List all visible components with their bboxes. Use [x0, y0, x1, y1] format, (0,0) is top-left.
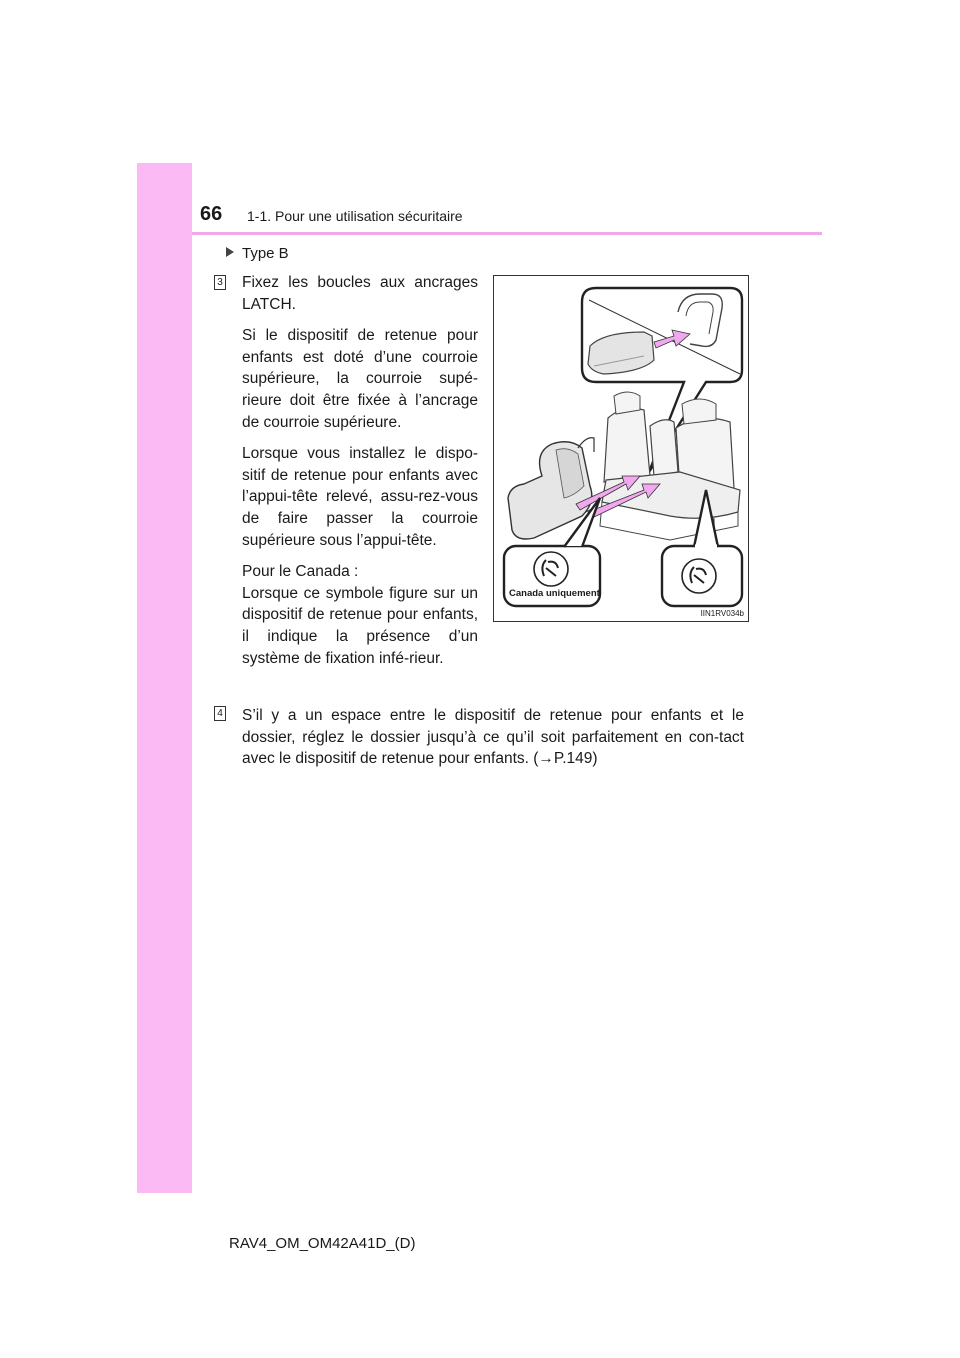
sub-heading-text: Type B [242, 245, 289, 262]
step-number-4: 4 [214, 706, 226, 721]
document-code-footer: RAV4_OM_OM42A41D_(D) [229, 1235, 416, 1252]
page-number: 66 [200, 203, 223, 225]
step-3-paragraph: Fixez les boucles aux ancrages LATCH. [242, 274, 478, 313]
canada-only-label: Canada uniquement [509, 588, 600, 599]
step-3-paragraph: Si le dispositif de retenue pour enfants est doté d’une courroie supérieure, la courroie supé-rieure doit être fixée à l’ancrage de courroie supérieure. [242, 327, 478, 431]
step-3-paragraph: Lorsque ce symbole figure sur un dispositif de retenue pour enfants, il indique la présence d’un système de fixation infé-rieur. [242, 584, 478, 667]
triangle-bullet-icon [226, 247, 234, 257]
side-color-band [137, 163, 192, 1193]
sub-heading [226, 245, 289, 262]
step-4-paragraph: S’il y a un espace entre le dispositif de retenue pour enfants et le dossier, réglez le dossier jusqu’à ce qu’il soit parfaitement en con-tact avec le dispositif de retenue pour enfants. (→P.149) [242, 707, 744, 768]
step-3-paragraph: Pour le Canada : [242, 563, 359, 581]
step-3-paragraph: Lorsque vous installez le dispo-sitif de retenue pour enfants avec l’appui-tête relevé, assu-rez-vous de faire passer la courroie supérieure sous l’appui-tête. [242, 445, 478, 549]
chapter-title: 1-1. Pour une utilisation sécuritaire [247, 208, 463, 224]
step-4-text [242, 705, 744, 770]
figure-code: IIN1RV034b [700, 609, 744, 618]
step-number-3: 3 [214, 275, 226, 290]
step-3-text [242, 272, 478, 679]
latch-illustration [493, 275, 749, 622]
header-rule [192, 232, 822, 235]
latch-illustration-svg [494, 276, 749, 622]
